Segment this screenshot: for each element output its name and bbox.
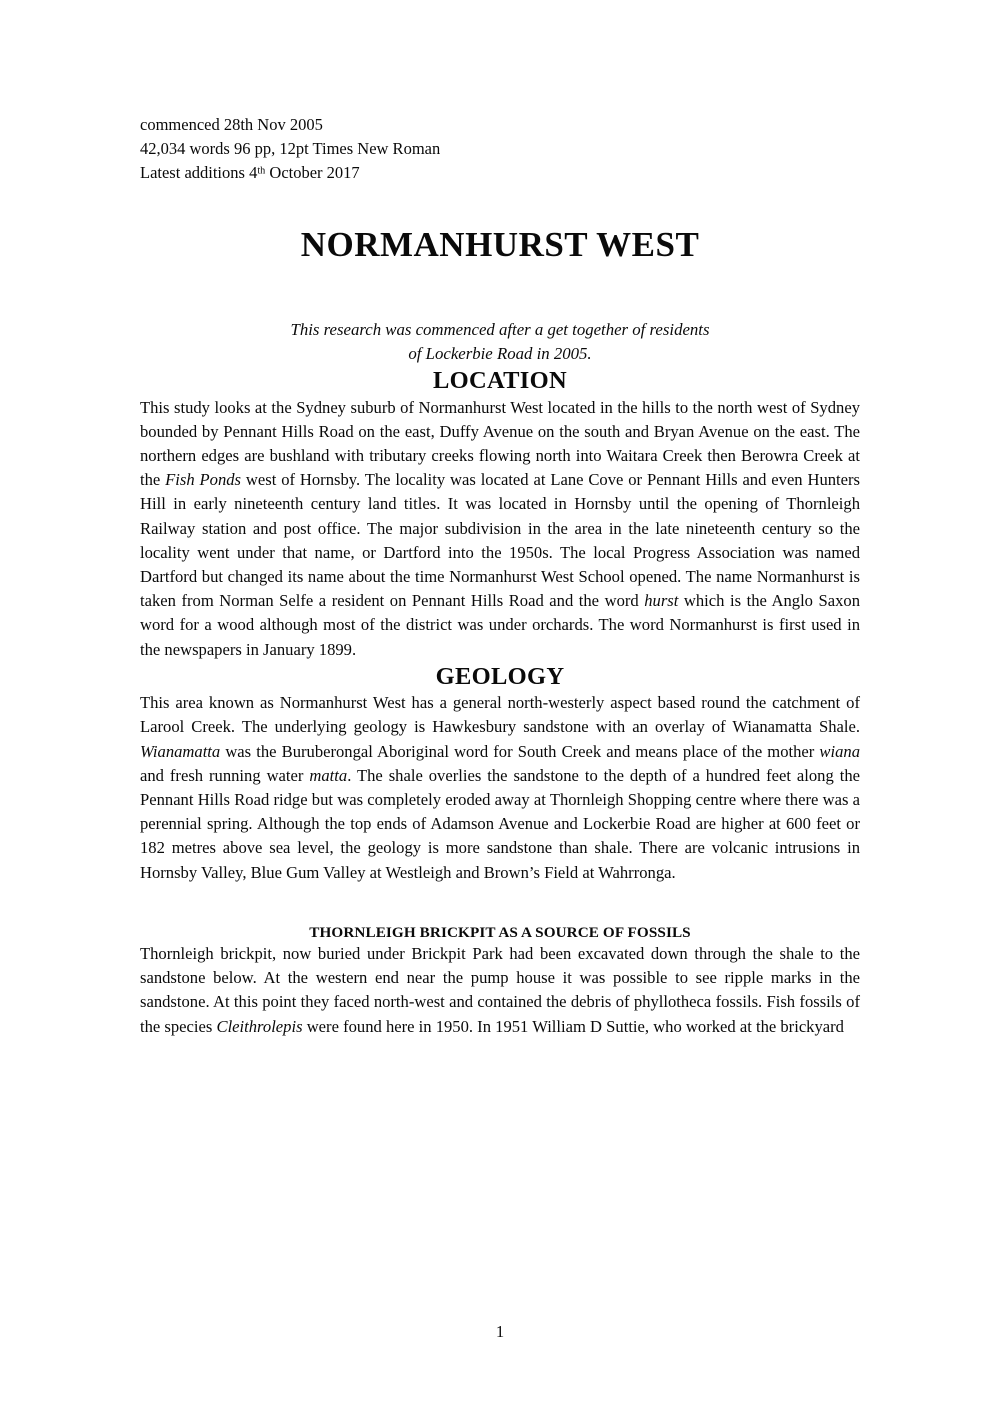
body-text: . The shale overlies the sandstone to the depth of a hundred feet along the Pennant Hills Road ridge but was completely eroded away at Thornleigh Shopping centre where there was a perennial spring. Although the top ends of Adamson Avenue and Lockerbie Road are higher at 600 feet or 182 metres above sea level, the geology is more sandstone than shale. There are volcanic intrusions in Hornsby Valley, Blue Gum Valley at Westleigh and Brown’s Field at Wahrronga. [140, 765, 860, 882]
emphasized-text: Cleithrolepis [216, 1016, 303, 1036]
emphasized-text: Fish Ponds [165, 470, 242, 490]
emphasized-text: wiana [819, 741, 860, 761]
subtitle-line-2: of Lockerbie Road in 2005. [408, 344, 592, 364]
section-heading-geology: GEOLOGY [435, 662, 565, 690]
section-heading-location: LOCATION [433, 367, 567, 395]
body-text: was the Buruberongal Aboriginal word for South Creek and means place of the mother [220, 741, 820, 761]
emphasized-text: matta [309, 765, 348, 785]
document-subtitle [140, 318, 860, 366]
body-text: This study looks at the Sydney suburb of Normanhurst West located in the hills to the north west of Sydney bounded by Pennant Hills Road on the east, Duffy Avenue on the south and Bryan Avenue on the east. The northern edges are bushland with tributary creeks flowing north into Waitara Creek then Berowra Creek at the [140, 397, 860, 490]
section-paragraph-geology [140, 691, 860, 885]
ordinal-suffix: th [257, 166, 266, 178]
emphasized-text: Wianamatta [140, 741, 221, 761]
body-text: This area known as Normanhurst West has a general north-westerly aspect based round the catchment of Larool Creek. The underlying geology is Hawkesbury sandstone with an overlay of Wianamatta Shale. [140, 693, 860, 737]
body-text: Thornleigh brickpit, now buried under Brickpit Park had been excavated down through the shale to the sandstone below. At the western end near the pump house it was possible to see ripple marks in the sandstone. At this point they faced north-west and contained the debris of phyllotheca fossils. Fish fossils of the species [140, 944, 860, 1036]
metadata-line-commenced: commenced 28th Nov 2005 [140, 115, 323, 134]
document-metadata [140, 113, 860, 186]
body-text: were found here in 1950. In 1951 William D Suttie, who worked at the brickyard [302, 1016, 844, 1036]
section-paragraph-location [140, 396, 860, 662]
metadata-line-wordcount: 42,034 words 96 pp, 12pt Times New Roman [140, 139, 441, 159]
body-text: west of Hornsby. The locality was located at Lane Cove or Pennant Hills and even Hunters Hill in early nineteenth century land titles. It was located in Hornsby until the opening of Thornleigh Railway station and post office. The major subdivision in the area in the late nineteenth century so the locality went under that name, or Dartford into the 1950s. The local Progress Association was named Dartford but changed its name about the time Normanhurst West School opened. The name Normanhurst is taken from Norman Selfe a resident on Pennant Hills Road and the word [140, 470, 861, 611]
subtitle-line-1: This research was commenced after a get together of residents [290, 320, 710, 340]
latest-additions-suffix: October 2017 [265, 163, 360, 183]
page-title: NORMANHURST WEST [300, 224, 700, 264]
subsection-heading-thornleigh-brickpit: THORNLEIGH BRICKPIT AS A SOURCE OF FOSSILS [309, 923, 691, 941]
metadata-line-latest-additions [140, 161, 860, 185]
page-number-footer: 1 [495, 1322, 505, 1341]
body-text: which is the Anglo Saxon word for a wood although most of the district was under orchards. The word Normanhurst is first used in the newspapers in January 1899. [140, 591, 860, 659]
body-text: and fresh running water [140, 765, 310, 785]
emphasized-text: hurst [644, 591, 679, 611]
subsection-paragraph-thornleigh-brickpit [140, 942, 860, 1039]
latest-additions-prefix: Latest additions 4 [140, 163, 258, 183]
page-content [140, 113, 860, 1039]
